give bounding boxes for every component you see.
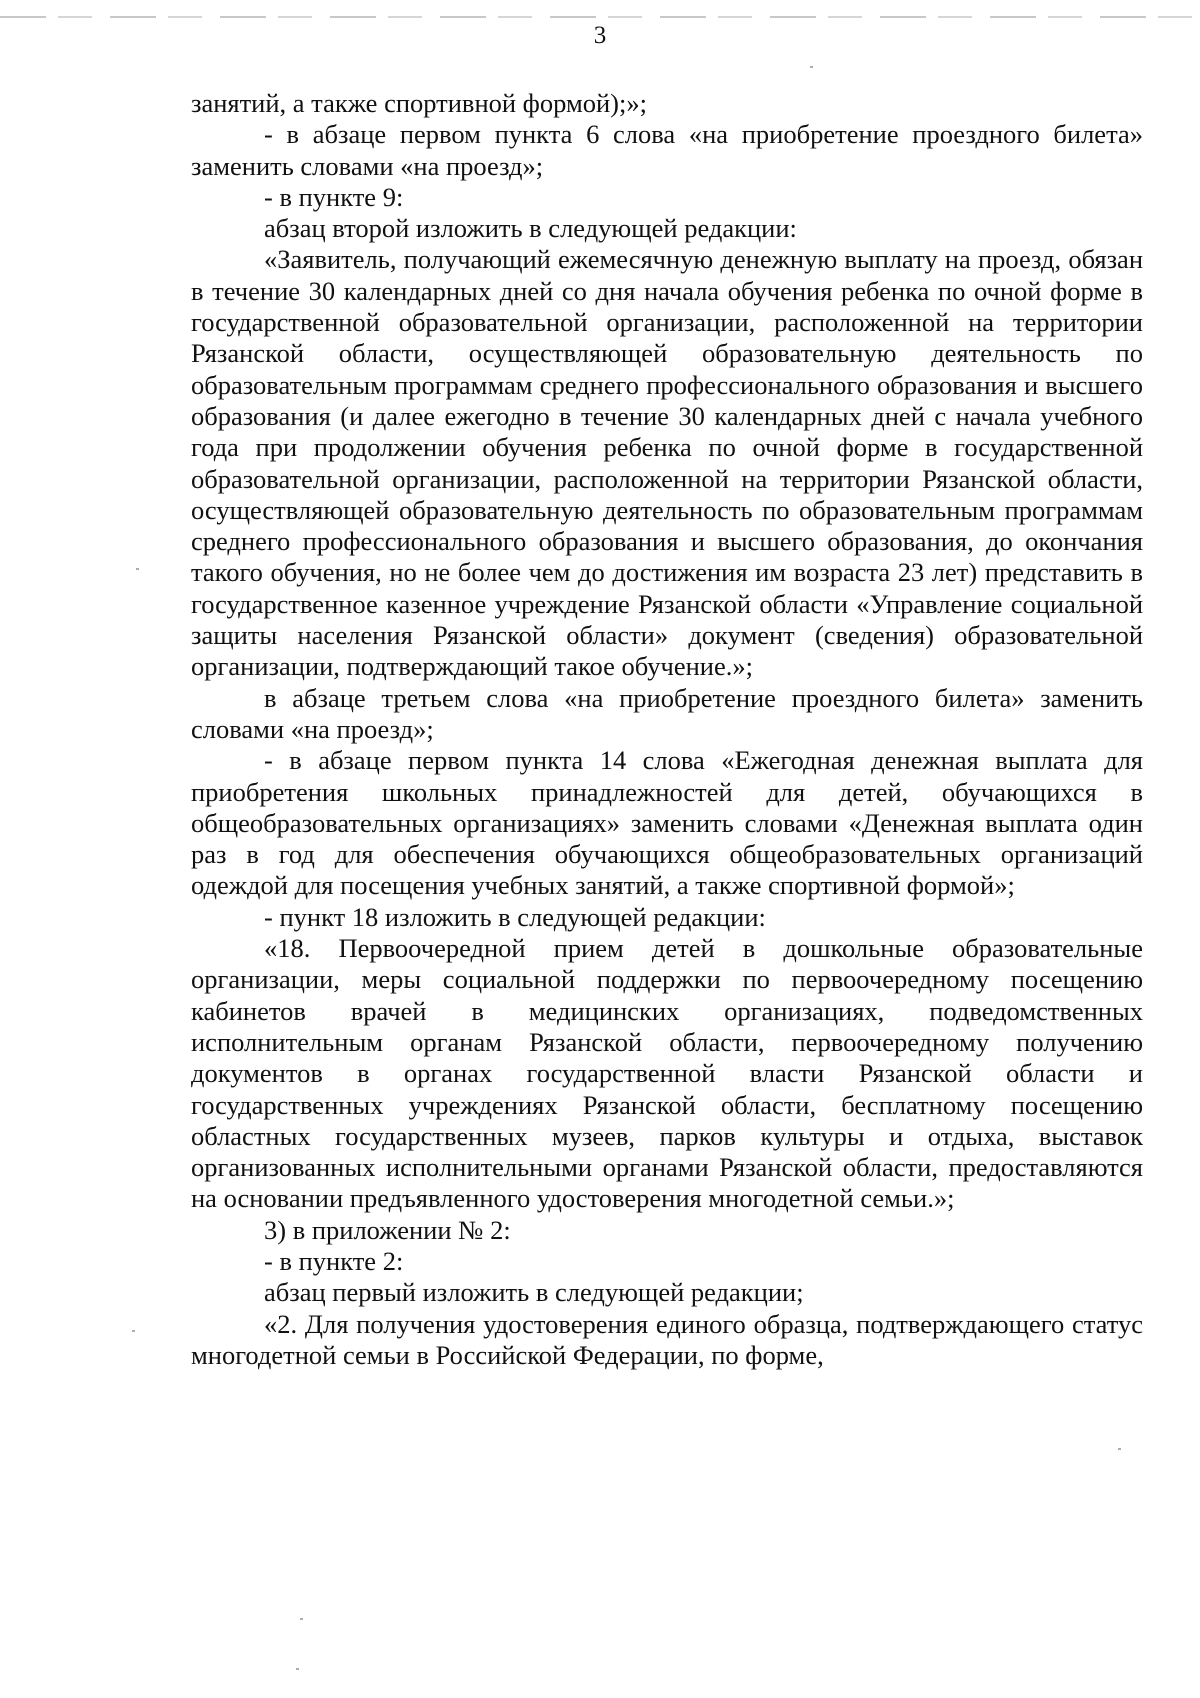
- paragraph: абзац второй изложить в следующей редакции:: [264, 213, 797, 244]
- paragraph: «18. Первоочередной прием детей в дошкольные образовательные организации, меры социальной поддержки по первоочередному посещению кабинетов врачей в медицинских организациях, подведомственных исполнительным органам Рязанской области, первоочередному получению документов в органах государственной власти Рязанской области и государственных учреждениях Рязанской области, бесплатному посещению областных государственных музеев, парков культуры и отдыха, выставок организованных исполнительными органами Рязанской области, предоставляются на основании предъявленного удостоверения многодетной семьи.»;: [191, 933, 1143, 1214]
- paragraph: в абзаце третьем слова «на приобретение проездного билета» заменить словами «на проезд»;: [191, 682, 1143, 744]
- paragraph: занятий, а также спортивной формой);»;: [191, 88, 647, 118]
- paragraph: «2. Для получения удостоверения единого образца, подтверждающего статус многодетной семьи в Российской Федерации, по форме,: [191, 1308, 1143, 1370]
- paragraph: - в абзаце первом пункта 6 слова «на приобретение проездного билета» заменить словами «на проезд»;: [191, 119, 1143, 181]
- paragraph: абзац первый изложить в следующей редакции;: [264, 1277, 804, 1308]
- scan-speck: [136, 568, 139, 570]
- scan-speck: [1118, 1448, 1121, 1450]
- page-number: 3: [593, 22, 607, 49]
- document-body: [191, 88, 1143, 1371]
- scan-speck: [296, 1668, 299, 1670]
- paragraph: - в абзаце первом пункта 14 слова «Ежегодная денежная выплата для приобретения школьных принадлежностей для детей, обучающихся в общеобразовательных организациях» заменить словами «Денежная выплата один раз в год для обеспечения обучающихся общеобразовательных организаций одеждой для посещения учебных занятий, а также спортивной формой»;: [191, 745, 1143, 901]
- scan-speck: [810, 66, 813, 68]
- scan-edge-line: [0, 16, 1200, 18]
- scan-speck: [300, 1618, 303, 1620]
- paragraph: - в пункте 2:: [264, 1245, 404, 1276]
- scan-speck: [132, 1330, 135, 1332]
- paragraph: «Заявитель, получающий ежемесячную денежную выплату на проезд, обязан в течение 30 календарных дней со дня начала обучения ребенка по очной форме в государственной образовательной организации, расположенной на территории Рязанской области, осуществляющей образовательную деятельность по образовательным программам среднего профессионального образования и высшего образования (и далее ежегодно в течение 30 календарных дней с начала учебного года при продолжении обучения ребенка по очной форме в государственной образовательной организации, расположенной на территории Рязанской области, осуществляющей образовательную деятельность по образовательным программам среднего профессионального образования и высшего образования, до окончания такого обучения, но не более чем до достижения им возраста 23 лет) представить в государственное казенное учреждение Рязанской области «Управление социальной защиты населения Рязанской области» документ (сведения) образовательной организации, подтверждающий такое обучение.»;: [191, 244, 1143, 682]
- paragraph: - пункт 18 изложить в следующей редакции:: [264, 901, 766, 932]
- paragraph: 3) в приложении № 2:: [264, 1214, 511, 1245]
- paragraph: - в пункте 9:: [264, 181, 404, 212]
